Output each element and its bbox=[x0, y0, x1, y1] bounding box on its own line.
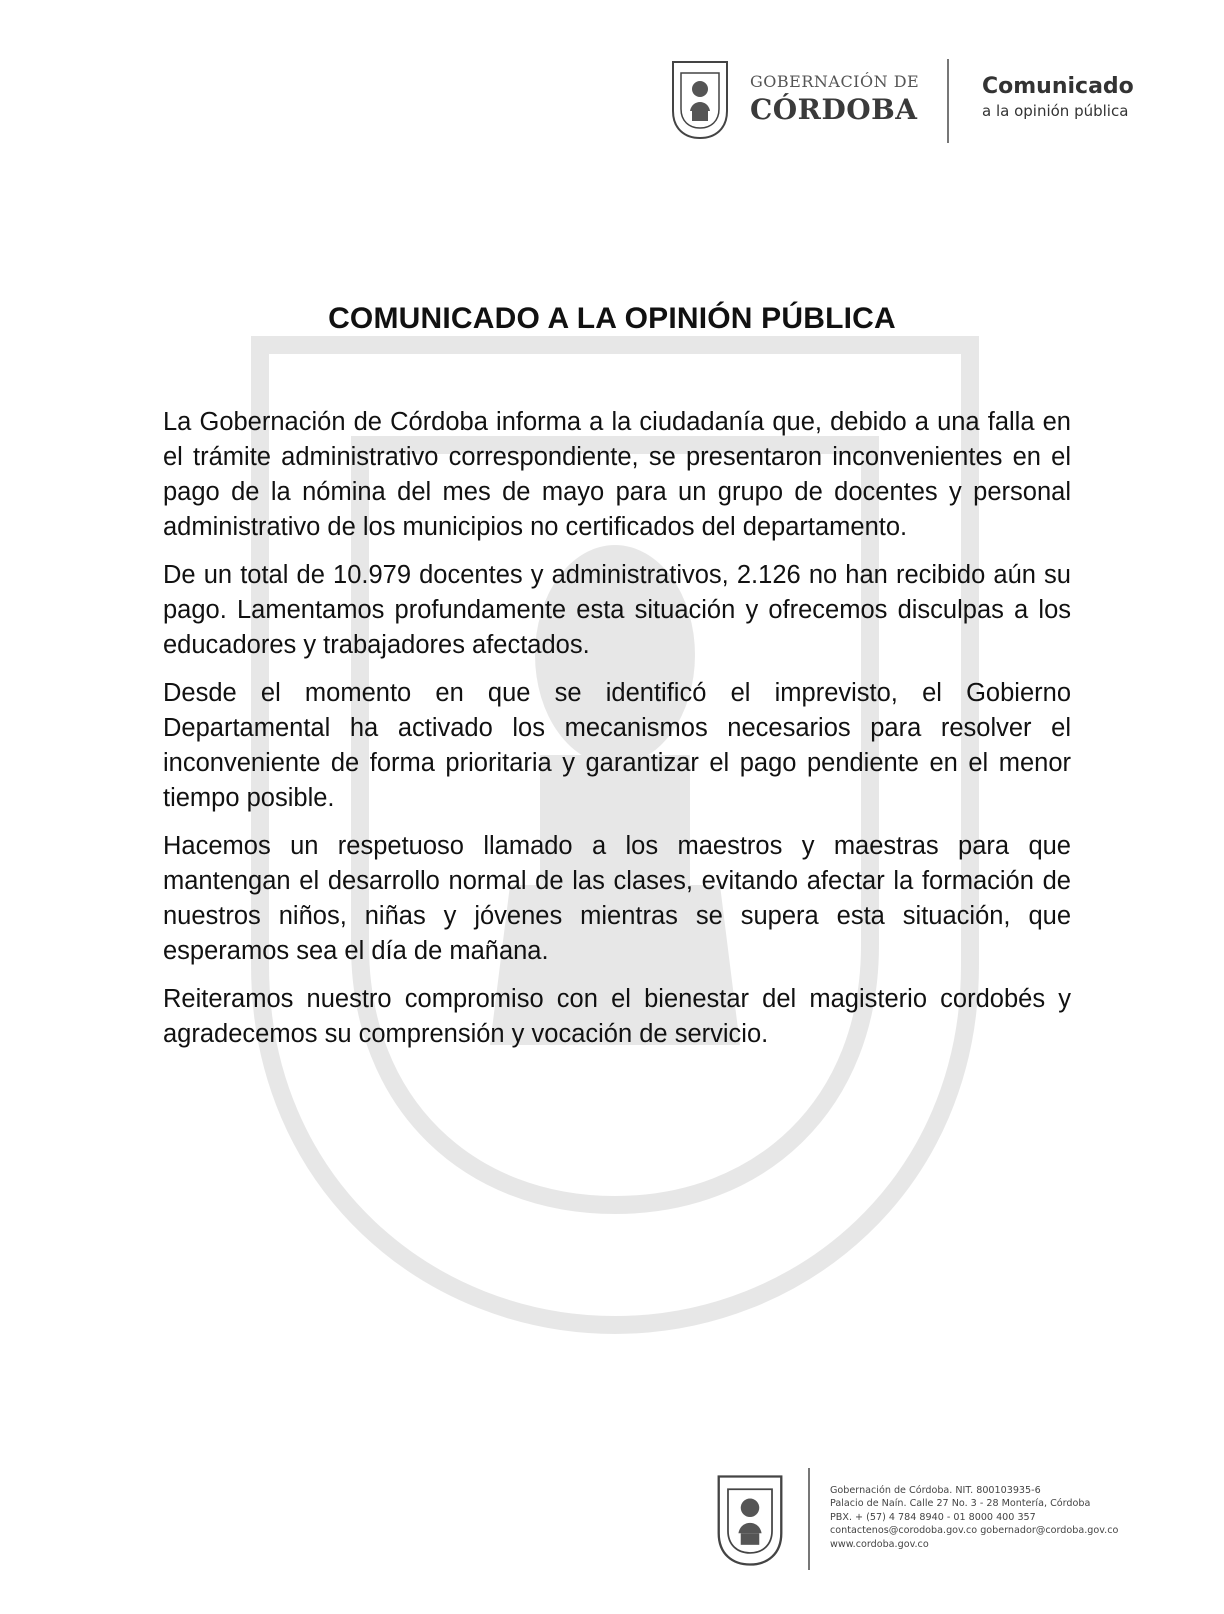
footer bbox=[715, 1465, 1185, 1575]
footer-line-email: contactenos@corodoba.gov.co gobernador@cordoba.gov.co bbox=[830, 1525, 1119, 1537]
footer-contact-info bbox=[830, 1484, 1118, 1551]
comunicado-label bbox=[982, 76, 1134, 120]
footer-line-phone: PBX. + (57) 4 784 8940 - 01 8000 400 357 bbox=[830, 1511, 1036, 1523]
paragraph-2: De un total de 10.979 docentes y administrativos, 2.126 no han recibido aún su pago. Lamentamos profundamente esta situación y ofrecemos disculpas a los educadores y trabajadores afectados. bbox=[163, 561, 1071, 659]
comunicado-subtitle: a la opinión pública bbox=[982, 102, 1129, 120]
footer-seal-icon bbox=[715, 1473, 785, 1568]
letterhead bbox=[670, 56, 1170, 146]
paragraph-4: Hacemos un respetuoso llamado a los maestros y maestras para que mantengan el desarrollo normal de las clases, evitando afectar la formación de nuestros niños, niñas y jóvenes mientras se supera esta situación, que esperamos sea el día de mañana. bbox=[163, 832, 1071, 965]
gov-name-line2: CÓRDOBA bbox=[750, 93, 918, 126]
footer-line-website: www.cordoba.gov.co bbox=[830, 1538, 929, 1550]
header-divider bbox=[947, 59, 949, 143]
document-body bbox=[163, 405, 1071, 1065]
comunicado-title: Comunicado bbox=[982, 74, 1134, 99]
paragraph-3: Desde el momento en que se identificó el imprevisto, el Gobierno Departamental ha activado los mecanismos necesarios para resolver el inconveniente de forma prioritaria y garantizar el pago pendiente en el menor tiempo posible. bbox=[163, 679, 1071, 812]
paragraph-5: Reiteramos nuestro compromiso con el bienestar del magisterio cordobés y agradecemos su comprensión y vocación de servicio. bbox=[163, 985, 1071, 1048]
footer-divider bbox=[808, 1468, 810, 1570]
gobernacion-seal-icon bbox=[670, 59, 730, 141]
paragraph-1: La Gobernación de Córdoba informa a la ciudadanía que, debido a una falla en el trámite administrativo correspondiente, se presentaron inconvenientes en el pago de la nómina del mes de mayo para un grupo de docentes y personal administrativo de los municipios no certificados del departamento. bbox=[163, 408, 1071, 541]
gobernacion-name bbox=[750, 74, 919, 124]
gov-name-line1: GOBERNACIÓN DE bbox=[750, 72, 920, 91]
document-title: COMUNICADO A LA OPINIÓN PÚBLICA bbox=[328, 302, 896, 335]
footer-line-address: Palacio de Naín. Calle 27 No. 3 - 28 Montería, Córdoba bbox=[830, 1498, 1091, 1510]
footer-line-nit: Gobernación de Córdoba. NIT. 800103935-6 bbox=[830, 1485, 1041, 1496]
